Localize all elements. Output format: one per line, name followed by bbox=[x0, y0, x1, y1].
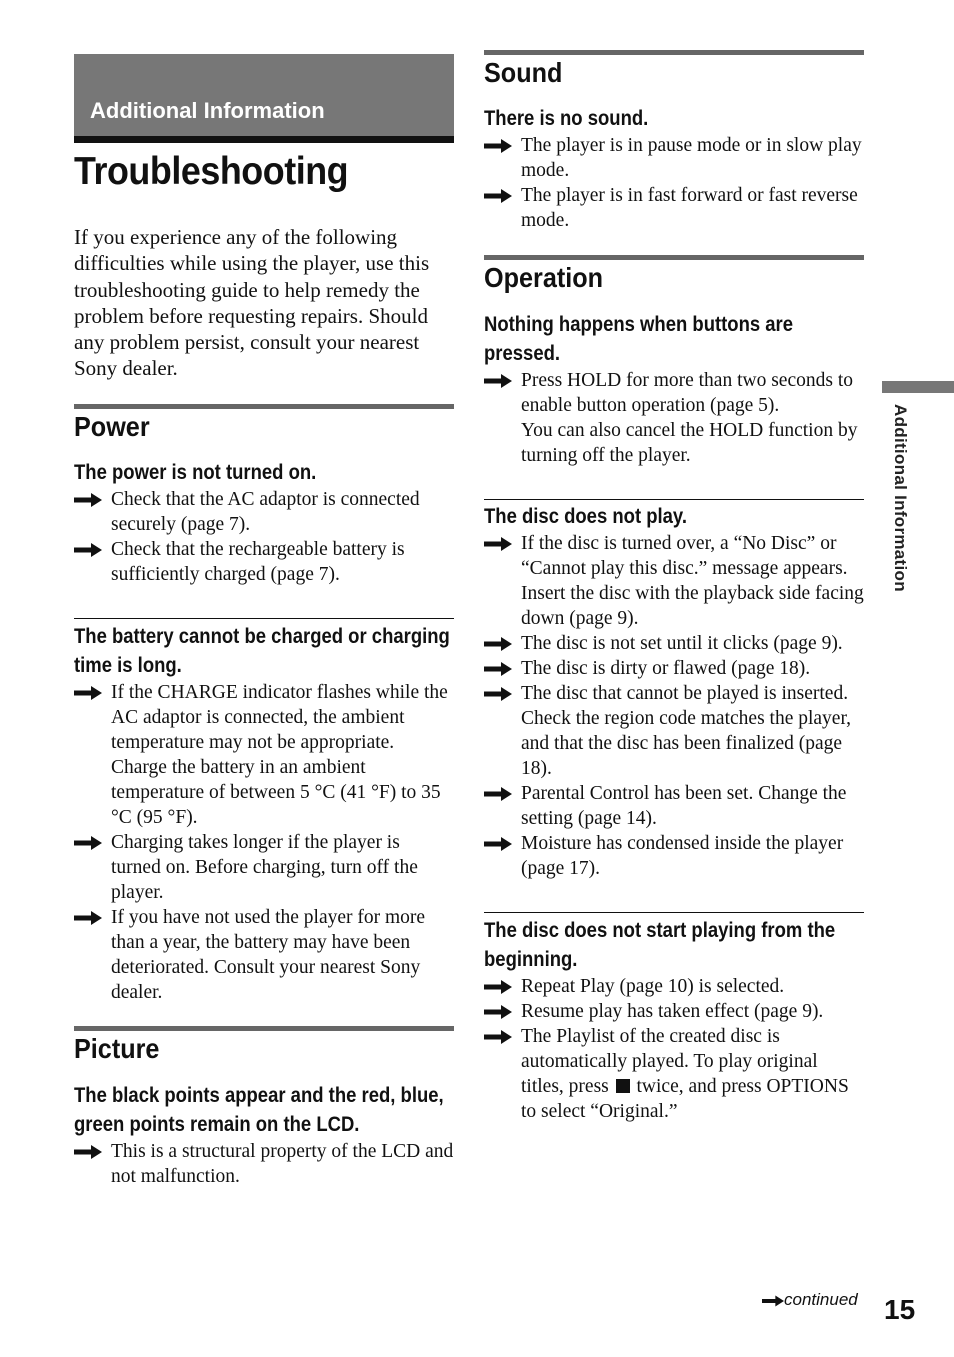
arrow-icon bbox=[484, 1030, 512, 1044]
list-item: This is a structural property of the LCD and not malfunction. bbox=[74, 1139, 454, 1189]
list-item: Press HOLD for more than two seconds to enable button operation (page 5). You can also cancel the HOLD function by turning off the player. bbox=[484, 368, 864, 468]
list-item: The disc is dirty or flawed (page 18). bbox=[484, 656, 864, 681]
arrow-icon bbox=[484, 189, 512, 203]
problem-heading: There is no sound. bbox=[484, 107, 649, 130]
divider bbox=[484, 499, 864, 500]
continued-note bbox=[762, 1290, 858, 1310]
arrow-icon bbox=[484, 787, 512, 801]
problem-battery bbox=[74, 622, 454, 1005]
problem-disc-not-play bbox=[484, 502, 864, 881]
arrow-icon bbox=[484, 637, 512, 651]
section-rule bbox=[484, 255, 864, 260]
section-banner-label: Additional Information bbox=[90, 98, 325, 123]
arrow-icon bbox=[74, 543, 102, 557]
list-item: Check that the AC adaptor is connected securely (page 7). bbox=[74, 487, 454, 537]
problem-heading: Nothing happens when buttons are pressed. bbox=[484, 313, 794, 365]
section-title-sound: Sound bbox=[484, 57, 563, 88]
arrow-icon bbox=[74, 836, 102, 850]
arrow-icon bbox=[74, 686, 102, 700]
banner-rule bbox=[74, 136, 454, 143]
picture-section bbox=[74, 1026, 454, 1065]
section-title-power: Power bbox=[74, 411, 150, 442]
problem-not-from-beginning bbox=[484, 916, 864, 1124]
section-rule bbox=[74, 404, 454, 409]
problem-heading: The disc does not start playing from the beginning. bbox=[484, 919, 836, 971]
list-item: If the disc is turned over, a “No Disc” or “Cannot play this disc.” message appears. Insert the disc with the playback side facing down (page 9). bbox=[484, 531, 864, 631]
intro-paragraph: If you experience any of the following difficulties while using the player, use this troubleshooting guide to help remedy the problem before requesting repairs. Should any problem persist, consult your nearest Sony dealer. bbox=[74, 225, 430, 381]
list-item: The player is in pause mode or in slow play mode. bbox=[484, 133, 864, 183]
problem-heading: The disc does not play. bbox=[484, 505, 687, 528]
list-item: Repeat Play (page 10) is selected. bbox=[484, 974, 864, 999]
arrow-icon bbox=[484, 980, 512, 994]
problem-buttons bbox=[484, 310, 864, 468]
list-item: The player is in fast forward or fast reverse mode. bbox=[484, 183, 864, 233]
arrow-icon bbox=[484, 837, 512, 851]
problem-power-not-on bbox=[74, 458, 454, 587]
list-item: If you have not used the player for more than a year, the battery may have been deteriorated. Consult your nearest Sony dealer. bbox=[74, 905, 454, 1005]
divider bbox=[484, 912, 864, 913]
page-title: Troubleshooting bbox=[74, 150, 349, 193]
divider bbox=[74, 618, 454, 619]
arrow-icon bbox=[74, 911, 102, 925]
power-section bbox=[74, 404, 454, 443]
continued-label: continued bbox=[784, 1290, 858, 1309]
stop-square-icon bbox=[616, 1079, 630, 1093]
list-item: The disc that cannot be played is inserted. Check the region code matches the player, and that the disc has been finalized (page 18). bbox=[484, 681, 864, 781]
arrow-icon bbox=[484, 687, 512, 701]
arrow-icon bbox=[484, 374, 512, 388]
list-item: Resume play has taken effect (page 9). bbox=[484, 999, 864, 1024]
operation-section bbox=[484, 255, 864, 294]
list-item: Parental Control has been set. Change the setting (page 14). bbox=[484, 781, 864, 831]
list-item: The Playlist of the created disc is automatically played. To play original titles, press twice, and press OPTIONS to select “Original.” bbox=[484, 1024, 864, 1124]
problem-lcd-points bbox=[74, 1081, 454, 1189]
list-item: Moisture has condensed inside the player (page 17). bbox=[484, 831, 864, 881]
side-tab bbox=[882, 381, 954, 393]
problem-heading: The battery cannot be charged or charging time is long. bbox=[74, 625, 450, 677]
arrow-icon bbox=[74, 1145, 102, 1159]
arrow-icon bbox=[484, 662, 512, 676]
arrow-icon bbox=[762, 1295, 784, 1307]
problem-heading: The power is not turned on. bbox=[74, 461, 317, 484]
side-tab-label: Additional Information bbox=[891, 404, 910, 592]
section-title-operation: Operation bbox=[484, 262, 604, 293]
section-title-picture: Picture bbox=[74, 1033, 160, 1064]
section-rule bbox=[484, 50, 864, 55]
arrow-icon bbox=[484, 139, 512, 153]
list-item: Check that the rechargeable battery is sufficiently charged (page 7). bbox=[74, 537, 454, 587]
arrow-icon bbox=[484, 1005, 512, 1019]
sound-section bbox=[484, 50, 864, 89]
list-item: Charging takes longer if the player is turned on. Before charging, turn off the player. bbox=[74, 830, 454, 905]
arrow-icon bbox=[484, 537, 512, 551]
arrow-icon bbox=[74, 493, 102, 507]
list-item: If the CHARGE indicator flashes while the AC adaptor is connected, the ambient temperature may not be appropriate. Charge the battery in an ambient temperature of between 5 °C (41 °F) to 35 °C (95 °F). bbox=[74, 680, 454, 830]
list-item: The disc is not set until it clicks (page 9). bbox=[484, 631, 864, 656]
problem-no-sound bbox=[484, 104, 864, 233]
section-rule bbox=[74, 1026, 454, 1031]
page-number: 15 bbox=[884, 1294, 916, 1325]
problem-heading: The black points appear and the red, blue, green points remain on the LCD. bbox=[74, 1084, 444, 1136]
section-banner bbox=[74, 54, 454, 136]
